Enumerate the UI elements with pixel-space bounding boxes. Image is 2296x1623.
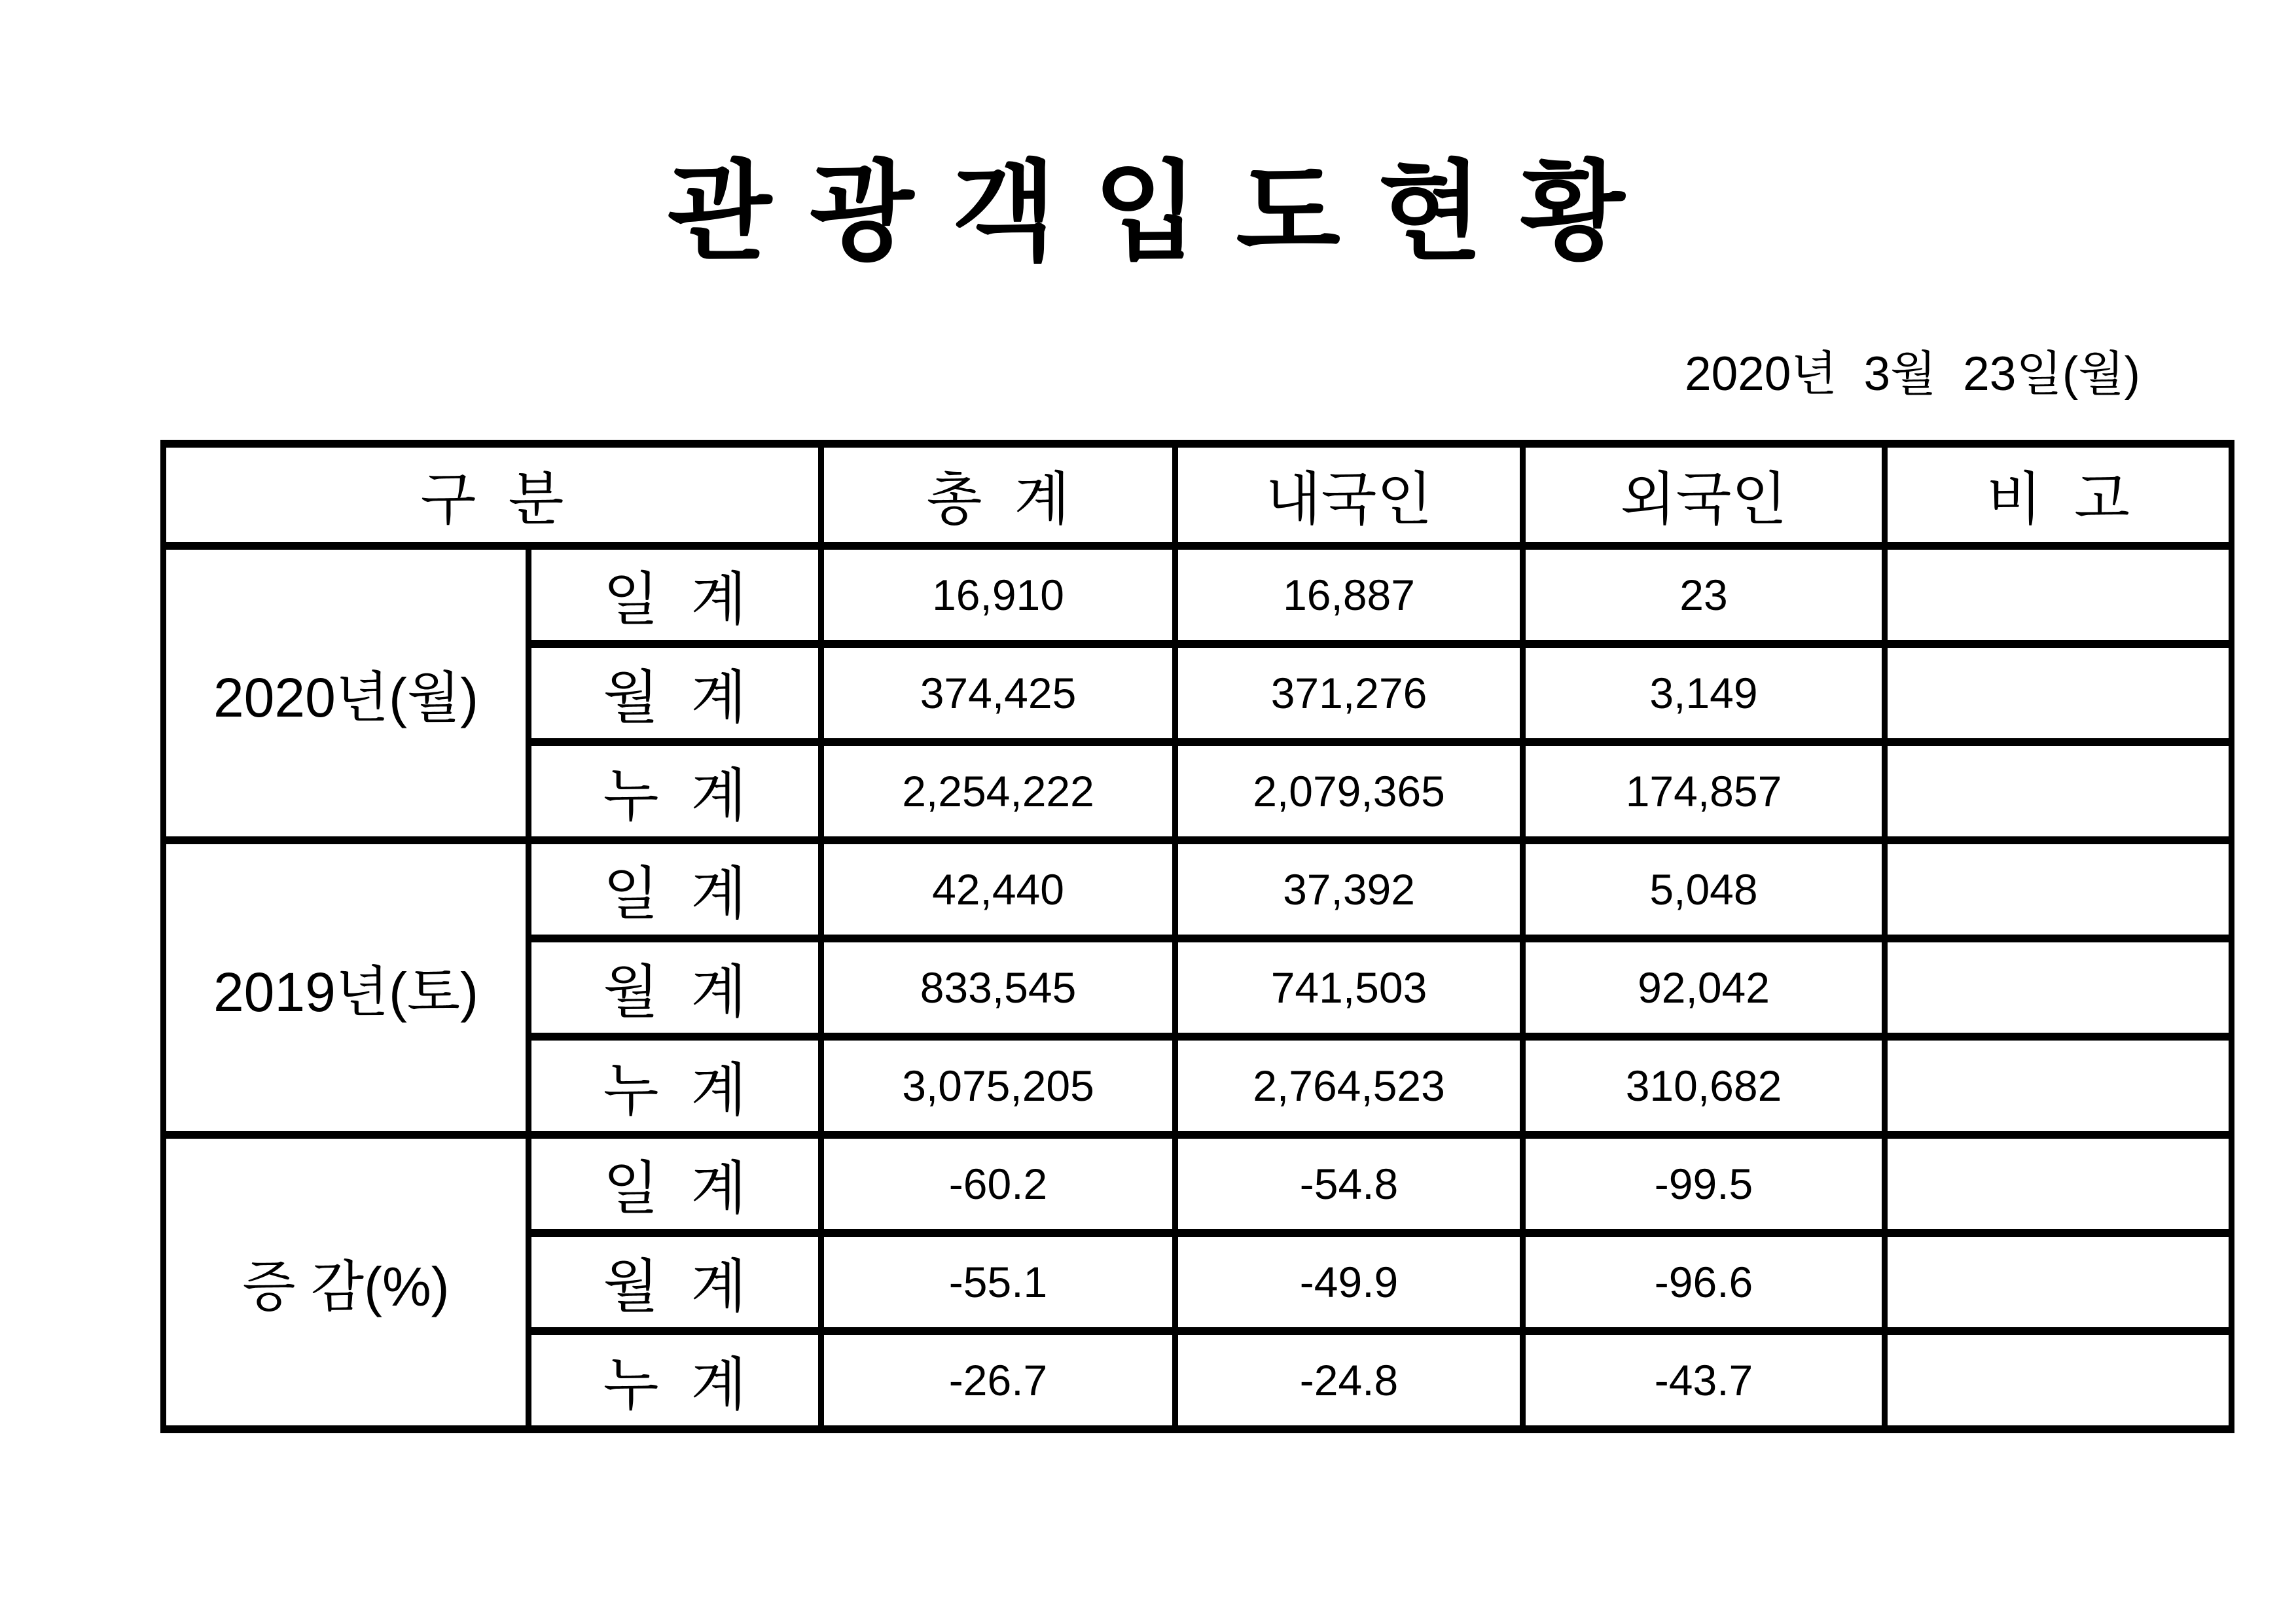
domestic-value: -54.8: [1175, 1135, 1523, 1233]
total-value: 833,545: [821, 938, 1175, 1037]
total-value: -55.1: [821, 1233, 1175, 1331]
note-cell: [1885, 938, 2232, 1037]
period-label: 누 계: [529, 742, 821, 840]
group-label-2020: 2020년(월): [164, 546, 529, 840]
total-value: -26.7: [821, 1331, 1175, 1429]
total-value: 374,425: [821, 644, 1175, 742]
header-total: 총 계: [821, 444, 1175, 546]
note-cell: [1885, 644, 2232, 742]
foreign-value: 310,682: [1523, 1037, 1885, 1135]
report-date: 2020년 3월 23일(월): [1684, 348, 2140, 401]
note-cell: [1885, 1331, 2232, 1429]
note-cell: [1885, 546, 2232, 644]
header-note: 비 고: [1885, 444, 2232, 546]
domestic-value: 371,276: [1175, 644, 1523, 742]
note-cell: [1885, 1037, 2232, 1135]
foreign-value: 5,048: [1523, 840, 1885, 938]
foreign-value: -96.6: [1523, 1233, 1885, 1331]
note-cell: [1885, 840, 2232, 938]
total-value: 42,440: [821, 840, 1175, 938]
total-value: 2,254,222: [821, 742, 1175, 840]
note-cell: [1885, 742, 2232, 840]
period-label: 월 계: [529, 1233, 821, 1331]
note-cell: [1885, 1135, 2232, 1233]
table-row: [164, 1135, 2232, 1233]
header-domestic: 내국인: [1175, 444, 1523, 546]
period-label: 일 계: [529, 840, 821, 938]
foreign-value: 23: [1523, 546, 1885, 644]
domestic-value: 2,079,365: [1175, 742, 1523, 840]
table-row: [164, 546, 2232, 644]
foreign-value: -99.5: [1523, 1135, 1885, 1233]
foreign-value: -43.7: [1523, 1331, 1885, 1429]
table-row: [164, 840, 2232, 938]
header-foreign: 외국인: [1523, 444, 1885, 546]
total-value: 3,075,205: [821, 1037, 1175, 1135]
note-cell: [1885, 1233, 2232, 1331]
header-category: 구 분: [164, 444, 821, 546]
period-label: 누 계: [529, 1037, 821, 1135]
domestic-value: 2,764,523: [1175, 1037, 1523, 1135]
period-label: 누 계: [529, 1331, 821, 1429]
domestic-value: 741,503: [1175, 938, 1523, 1037]
domestic-value: -24.8: [1175, 1331, 1523, 1429]
table-header-row: [164, 444, 2232, 546]
page-title: 관 광 객 입 도 현 황: [667, 152, 1629, 272]
domestic-value: 37,392: [1175, 840, 1523, 938]
domestic-value: -49.9: [1175, 1233, 1523, 1331]
foreign-value: 174,857: [1523, 742, 1885, 840]
period-label: 일 계: [529, 546, 821, 644]
foreign-value: 3,149: [1523, 644, 1885, 742]
foreign-value: 92,042: [1523, 938, 1885, 1037]
domestic-value: 16,887: [1175, 546, 1523, 644]
period-label: 월 계: [529, 644, 821, 742]
tourist-arrival-table: [160, 440, 2234, 1433]
total-value: -60.2: [821, 1135, 1175, 1233]
group-label-2019: 2019년(토): [164, 840, 529, 1135]
group-label-change: 증 감(%): [164, 1135, 529, 1429]
total-value: 16,910: [821, 546, 1175, 644]
period-label: 월 계: [529, 938, 821, 1037]
period-label: 일 계: [529, 1135, 821, 1233]
